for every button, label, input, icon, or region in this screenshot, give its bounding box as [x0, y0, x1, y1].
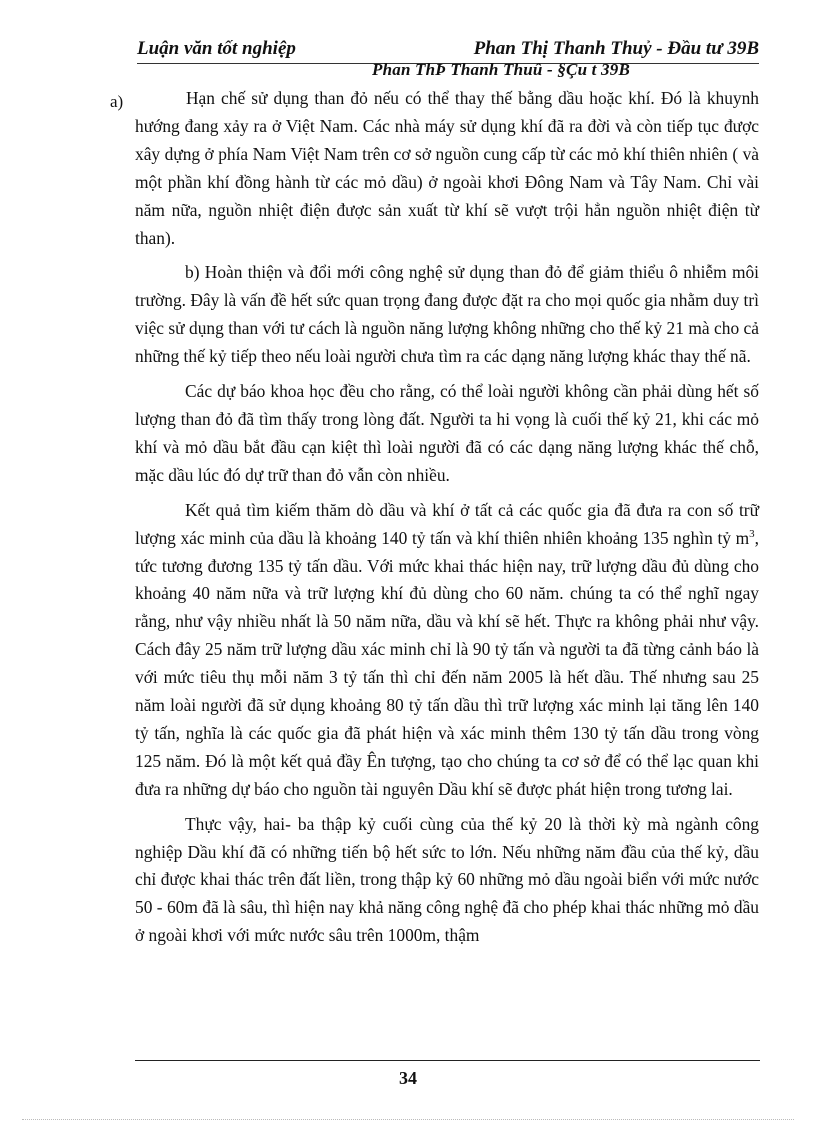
body-text: [135, 85, 759, 957]
paragraph-1: Hạn chế sử dụng than đỏ nếu có thể thay thế bằng dầu hoặc khí. Đó là khuynh hướng đang xảy ra ở Việt Nam. Các nhà máy sử dụng khí đã ra đời và còn tiếp tục được xây dựng ở phía Nam Việt Nam trên cơ sở nguồn cung cấp từ các mỏ khí thiên nhiên ( và một phần khí đồng hành từ các mỏ dầu) ở ngoài khơi Đông Nam và Tây Nam. Chỉ vài năm nữa, nguồn nhiệt điện được sản xuất từ khí sẽ vượt trội hẳn nguồn nhiệt điện từ than).: [135, 88, 759, 248]
paragraph-4-part-2: , tức tương đương 135 tỷ tấn dầu. Với mức khai thác hiện nay, trữ lượng dầu đủ dùng cho khoảng 40 năm nữa và trữ lượng khí đủ dùng cho 60 năm. chúng ta có thể nghĩ ngay rằng, như vậy nhiều nhất là 50 năm nữa, dầu và khí sẽ hết. Thực ra không phải như vậy. Cách đây 25 năm trữ lượng dầu xác minh chỉ là 90 tỷ tấn và người ta đã từng cảnh báo là với mức tiêu thụ mỗi năm 3 tỷ tấn thì chỉ đến năm 2005 là hết dầu. Thế nhưng sau 25 năm loài người đã sử dụng khoảng 80 tỷ tấn dầu thì trữ lượng xác minh lại tăng lên 140 tỷ tấn, nghĩa là các quốc gia đã phát hiện và xác minh thêm 130 tỷ tấn dầu trong vòng 125 năm. Đó là một kết quả đầy Ên tượng, tạo cho chúng ta cơ sở để có thể lạc quan khi đưa ra những dự báo cho nguồn tài nguyên Dầu khí sẽ được phát hiện trong tương lai.: [135, 527, 759, 799]
paragraph-5: Thực vậy, hai- ba thập kỷ cuối cùng của thế kỷ 20 là thời kỳ mà ngành công nghiệp Dầu khí đã có những tiến bộ hết sức to lớn. Nếu những năm đầu của thế kỷ, dầu chỉ được khai thác trên đất liền, trong thập kỷ 60 những mỏ dầu ngoài biển với mức nước 50 - 60m đã là sâu, thì hiện nay khả năng công nghệ đã cho phép khai thác những mỏ dầu ở ngoài khơi với mức nước sâu trên 1000m, thậm: [135, 813, 759, 946]
header-garbled-author: Phan ThÞ Thanh Thuû - §Çu t 39B: [372, 60, 630, 79]
paragraph-4-part-1: Kết quả tìm kiếm thăm dò dầu và khí ở tất cả các quốc gia đã đưa ra con số trữ lượng xác minh của dầu là khoảng 140 tỷ tấn và khí thiên nhiên khoảng 135 nghìn tỷ m: [135, 499, 759, 548]
page-number: 34: [399, 1068, 417, 1088]
list-marker-a: a): [110, 92, 124, 111]
paragraph-4: [135, 497, 759, 804]
footer-rule: [135, 1060, 760, 1061]
paragraph-3: Các dự báo khoa học đều cho rằng, có thể loài người không cần phải dùng hết số lượng than đỏ đã tìm thấy trong lòng đất. Người ta hi vọng là cuối thế kỷ 21, khi các mỏ khí và mỏ dầu bắt đầu cạn kiệt thì loài người đã có các dạng năng lượng khác thế chỗ, mặc dầu lúc đó dự trữ than đỏ vẫn còn nhiều.: [135, 381, 759, 485]
header-thesis-label: Luận văn tốt nghiệp: [137, 38, 296, 59]
superscript-3: 3: [749, 527, 755, 540]
paragraph-2: b) Hoàn thiện và đổi mới công nghệ sử dụng than đỏ để giảm thiểu ô nhiễm môi trường. Đây là vấn đề hết sức quan trọng đang được đặt ra cho mọi quốc gia nhằm duy trì việc sử dụng than với tư cách là nguồn năng lượng không những cho thế kỷ 21 mà cho cả những thế kỷ tiếp theo nếu loài người chưa tìm ra các dạng năng lượng khác thay thế nã.: [135, 262, 759, 367]
header-author: Phan Thị Thanh Thuỷ - Đầu tư 39B: [473, 38, 759, 59]
bottom-dotted-border: [22, 1119, 794, 1120]
